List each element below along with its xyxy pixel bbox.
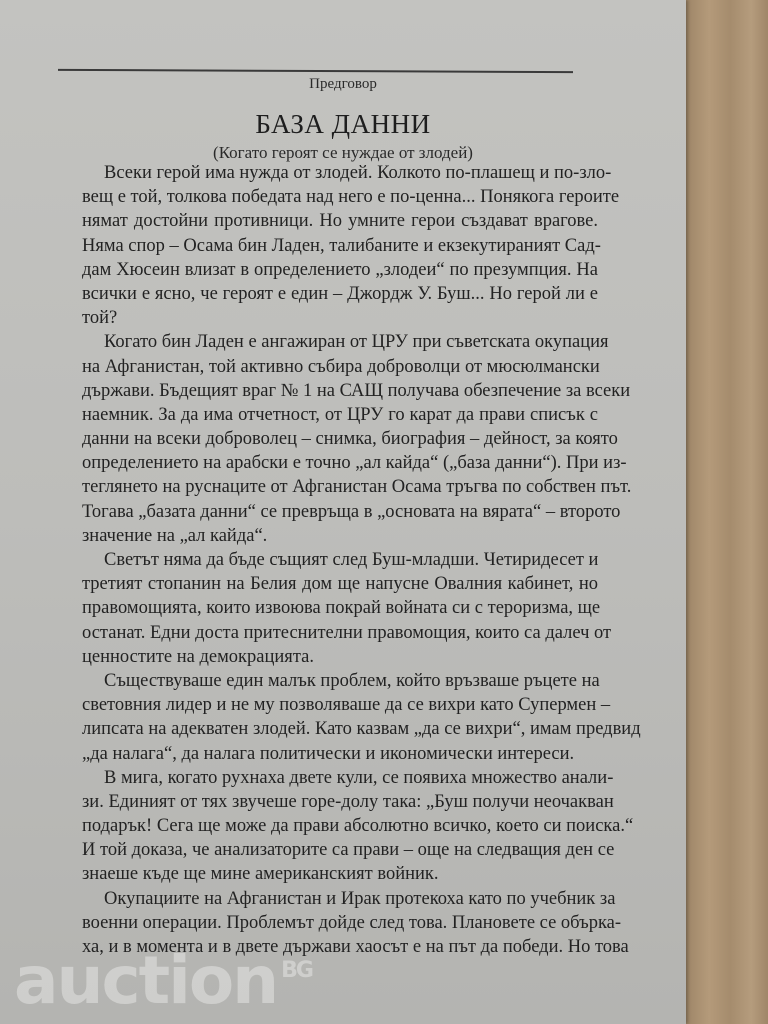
text-line: наемник. За да има отчетност, от ЦРУ го карат да прави списък с — [82, 404, 598, 425]
text-line: Окупациите на Афганистан и Ирак протекоха като по учебник за — [104, 888, 616, 909]
text-line: Съществуваше един малък проблем, който връзваше ръцете на — [104, 670, 600, 691]
text-line: данни на всеки доброволец – снимка, биография – дейност, за която — [82, 429, 618, 450]
text-line: значение на „ал кайда“. — [82, 525, 268, 546]
text-line: И той доказа, че анализаторите са прави – още на следващия ден се — [82, 840, 615, 861]
text-line: третият стопанин на Белия дом ще напусне Овалния кабинет, но — [82, 574, 598, 595]
text-line: знаеше къде ще мине американският войник. — [82, 864, 439, 885]
text-line: Тогава „базата данни“ се превръща в „основата на вярата“ – второто — [82, 501, 621, 522]
wood-background — [684, 0, 768, 1024]
text-line: Когато бин Ладен е ангажиран от ЦРУ при съветската окупация — [104, 332, 609, 353]
watermark-suffix: BG — [281, 958, 312, 983]
header-rule — [58, 69, 573, 73]
text-line: всички е ясно, че героят е един – Джордж У. Буш... Но герой ли е — [82, 283, 598, 304]
text-line: зи. Единият от тях звучеше горе-долу така: „Буш получи неочакван — [82, 791, 614, 812]
text-line: Светът няма да бъде същият след Буш-младши. Четиридесет и — [104, 550, 599, 570]
chapter-subtitle: (Когато героят се нуждае от злодей) — [213, 143, 473, 162]
watermark-text: auction — [14, 942, 278, 1019]
text-line: останат. Едни доста притеснителни правомощия, които са далеч от — [82, 622, 612, 643]
text-line: правомощията, които извоюва покрай войната си с тероризма, ще — [82, 598, 601, 619]
text-line: нямат достойни противници. Но умните герои създават врагове. — [82, 211, 598, 232]
text-line: вещ е той, толкова победата над него е по-ценна... Понякога героите — [82, 187, 620, 208]
text-line: теглянето на руснаците от Афганистан Осама тръгва по собствен път. — [82, 477, 632, 498]
text-line: В мига, когато рухнаха двете кули, се появиха множество анали- — [104, 767, 614, 788]
running-header: Предговор — [309, 76, 377, 92]
chapter-title: БАЗА ДАННИ — [255, 109, 431, 139]
text-line: дам Хюсеин влизат в определението „злодеи“ по презумпция. На — [82, 259, 598, 280]
text-line: държави. Бъдещият враг № 1 на САЩ получава обезпечение за всеки — [82, 380, 631, 401]
text-line: ха, и в момента и в двете държави хаосът е на път да победи. Но това — [82, 937, 629, 957]
text-line: Няма спор – Осама бин Ладен, талибаните и екзекутираният Сад- — [82, 235, 601, 256]
watermark-logo — [14, 942, 312, 1019]
text-line: определението на арабски е точно „ал кайда“ („база данни“). При из- — [82, 453, 627, 474]
text-line: „да налага“, да налага политически и икономически интереси. — [82, 743, 575, 764]
text-line: липсата на адекватен злодей. Като казвам „да се вихри“, имам предвид — [82, 719, 641, 740]
text-line: световния лидер и не му позволяваше да се вихри като Супермен – — [82, 695, 611, 716]
text-line: военни операции. Проблемът дойде след това. Плановете се обърка- — [82, 912, 622, 933]
text-line: той? — [82, 308, 118, 329]
text-line: Всеки герой има нужда от злодей. Колкото по-плашещ и по-зло- — [104, 163, 612, 183]
text-line: ценностите на демокрацията. — [82, 646, 314, 667]
text-line: на Афганистан, той активно събира доброволци от мюсюлмански — [82, 356, 600, 377]
text-line: подарък! Сега ще може да прави абсолютно всичко, което си поиска.“ — [82, 816, 634, 837]
body-text — [82, 161, 641, 959]
